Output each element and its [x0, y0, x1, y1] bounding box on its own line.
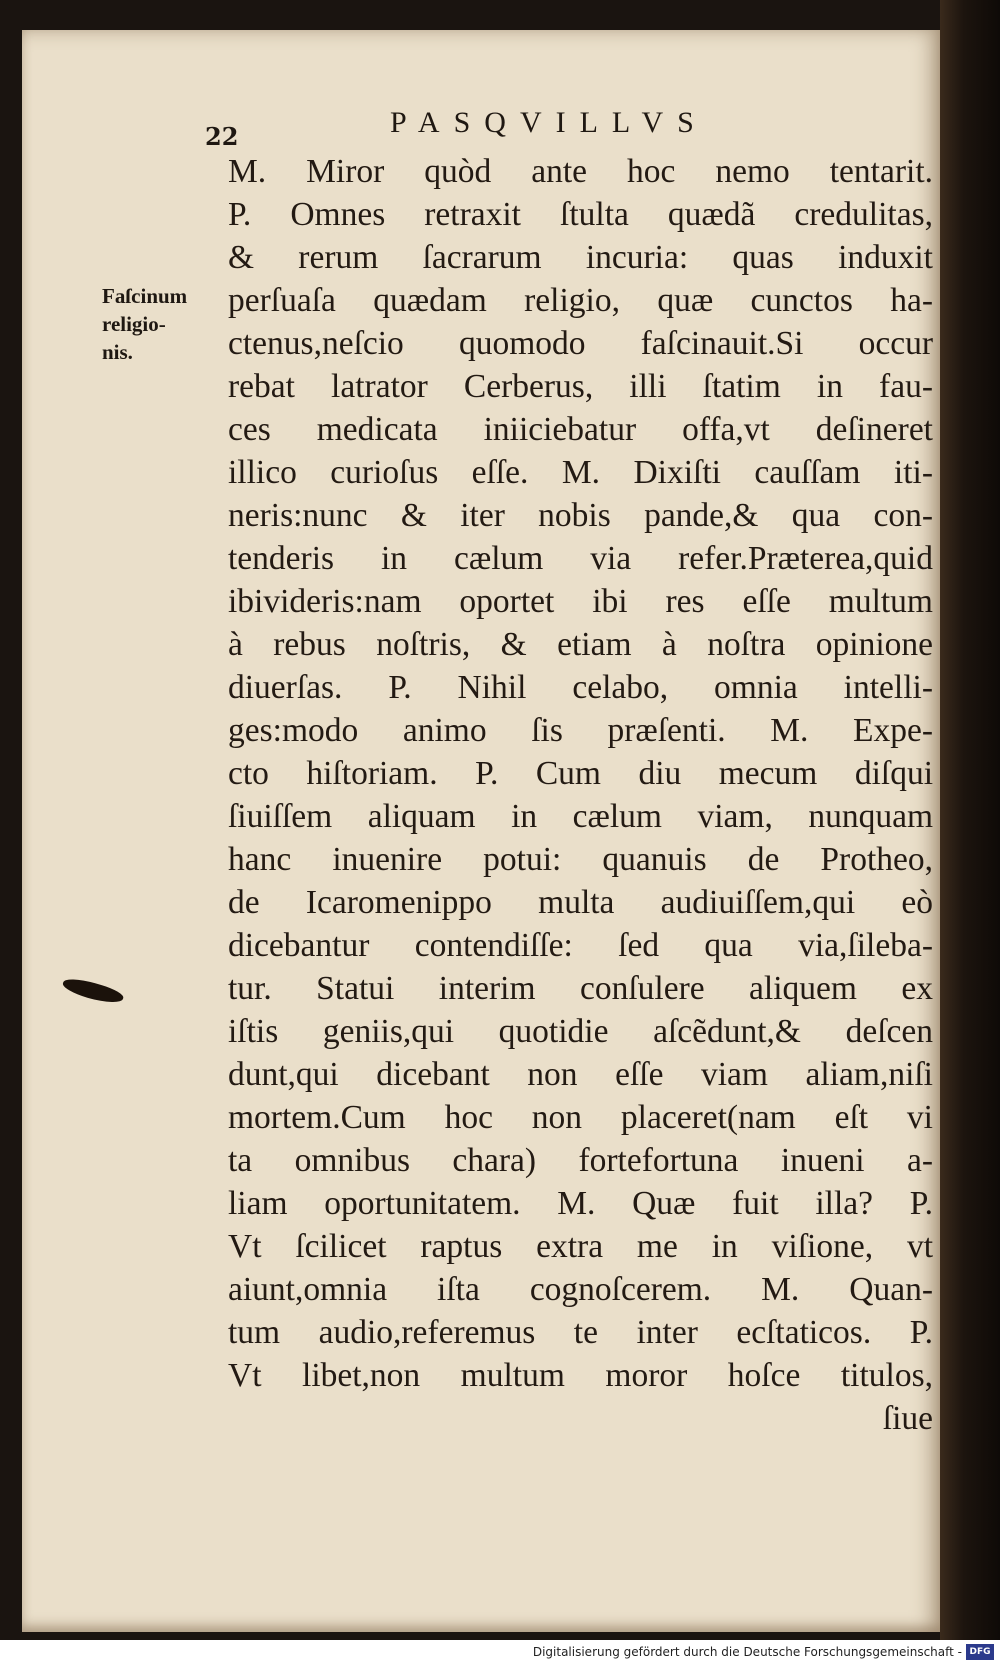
text-line: cto hiſtoriam. P. Cum diu mecum diſqui	[228, 755, 933, 792]
text-line: ſiuiſſem aliquam in cælum viam, nunquam	[228, 798, 933, 835]
text-line: Vt ſcilicet raptus extra me in viſione, vt	[228, 1228, 933, 1265]
text-line: tum audio,referemus te inter ecſtaticos. P.	[228, 1314, 933, 1351]
text-line: neris:nunc & iter nobis pande,& qua con-	[228, 497, 933, 534]
margin-note-line: religio-	[102, 312, 166, 336]
text-line: mortem.Cum hoc non placeret(nam eſt vi	[228, 1099, 933, 1136]
text-line: iſtis geniis,qui quotidie aſcẽdunt,& deſcen	[228, 1013, 933, 1050]
text-line: Vt libet,non multum moror hoſce titulos,	[228, 1357, 933, 1394]
margin-note-line: Faſcinum	[102, 284, 188, 308]
footer-bar	[0, 1640, 1000, 1668]
body-text	[228, 150, 933, 1440]
scan-background-edge	[940, 0, 1000, 1640]
footer-credit: Digitalisierung gefördert durch die Deutsche Forschungsgemeinschaft -	[532, 1645, 962, 1659]
text-line: M. Miror quòd ante hoc nemo tentarit.	[228, 153, 933, 190]
text-line: hanc inuenire potui: quanuis de Protheo,	[228, 841, 933, 878]
text-line: ibivideris:nam oportet ibi res eſſe multum	[228, 583, 933, 620]
text-line: ta omnibus chara) fortefortuna inueni a-	[228, 1142, 933, 1179]
page-number: 22	[205, 122, 239, 151]
catchword: ſiue	[882, 1400, 933, 1437]
text-line: aiunt,omnia iſta cognoſcerem. M. Quan-	[228, 1271, 933, 1308]
text-line: de Icaromenippo multa audiuiſſem,qui eò	[228, 884, 933, 921]
text-line: illico curioſus eſſe. M. Dixiſti cauſſam iti-	[228, 454, 933, 491]
text-line: ctenus,neſcio quomodo faſcinauit.Si occur	[228, 325, 933, 362]
text-line: perſuaſa quædam religio, quæ cunctos ha-	[228, 282, 933, 319]
text-line: tur. Statui interim conſulere aliquem ex	[228, 970, 933, 1007]
text-line: tenderis in cælum via refer.Præterea,quid	[228, 540, 933, 577]
text-line: dicebantur contendiſſe: ſed qua via,ſileba-	[228, 927, 933, 964]
text-line: liam oportunitatem. M. Quæ fuit illa? P.	[228, 1185, 933, 1222]
text-line: rebat latrator Cerberus, illi ſtatim in fau-	[228, 368, 933, 405]
text-line: dunt,qui dicebant non eſſe viam aliam,niſi	[228, 1056, 933, 1093]
margin-note	[102, 282, 227, 366]
text-line: & rerum ſacrarum incuria: quas induxit	[228, 239, 933, 276]
text-line: à rebus noſtris, & etiam à noſtra opinione	[228, 626, 933, 663]
running-title: PASQVILLVS	[390, 106, 708, 139]
text-line: ges:modo animo ſis præſenti. M. Expe-	[228, 712, 933, 749]
text-line: ces medicata iniiciebatur offa,vt deſineret	[228, 411, 933, 448]
margin-note-line: nis.	[102, 340, 133, 364]
dfg-logo: DFG	[966, 1644, 994, 1660]
text-line: diuerſas. P. Nihil celabo, omnia intelli-	[228, 669, 933, 706]
text-line: P. Omnes retraxit ſtulta quædã credulitas,	[228, 196, 933, 233]
